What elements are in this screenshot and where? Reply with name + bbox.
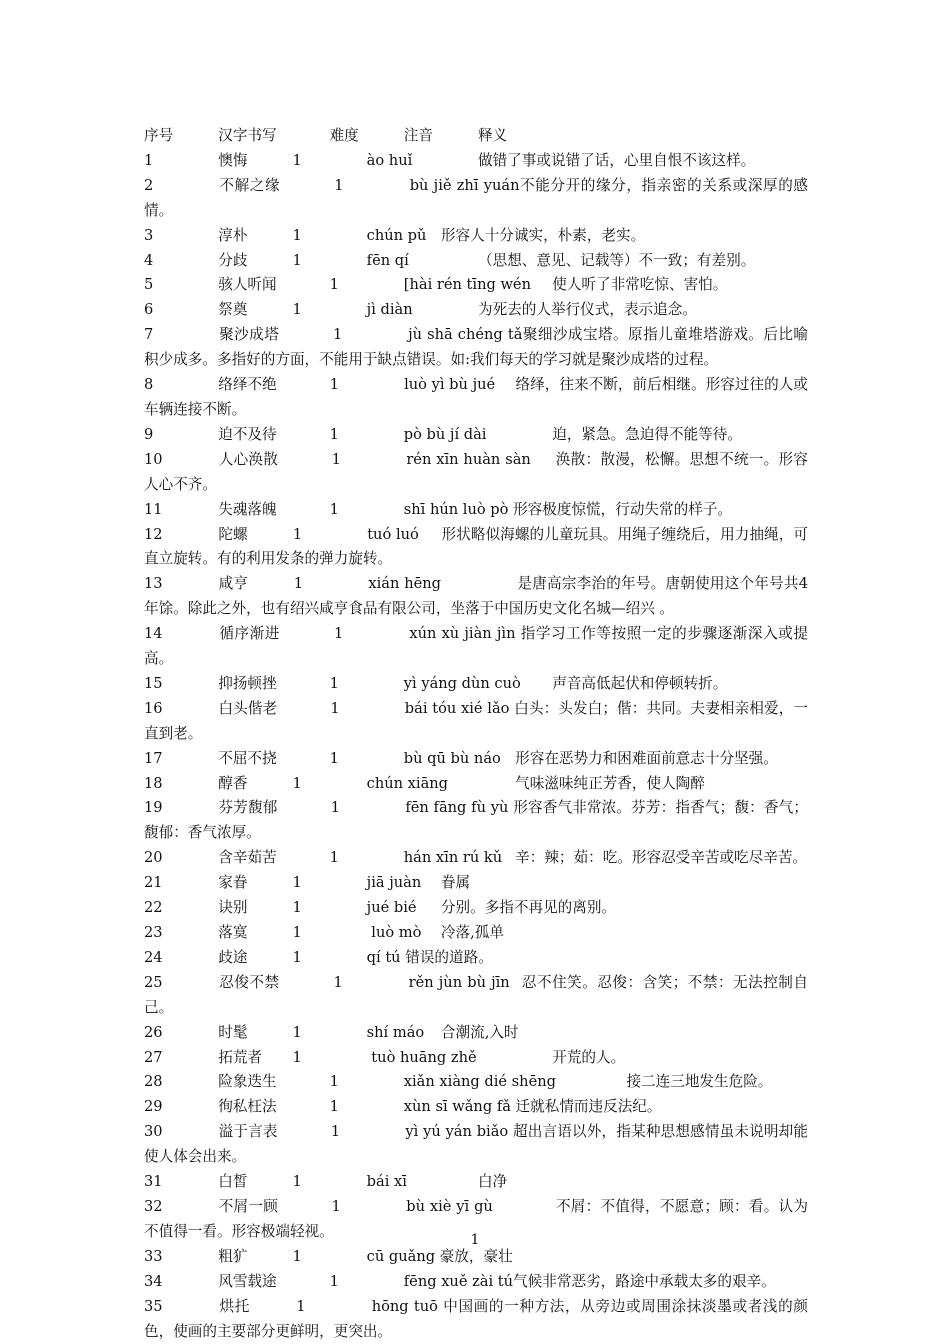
list-item: 31 白皙 1 bái xī 白净 [144, 1173, 508, 1191]
list-item: 18 醇香 1 chún xiāng 气味滋味纯正芳香，使人陶醉 [144, 774, 705, 792]
list-item: 6 祭奠 1 jì diàn 为死去的人举行仪式，表示追念。 [144, 301, 697, 319]
list-item: 25 忍俊不禁 1 rěn jùn bù jīn 忍不住笑。忍俊：含笑；不禁：无法控制自己。 [144, 973, 808, 1016]
list-item: 3 淳朴 1 chún pǔ 形容人十分诚实，朴素，老实。 [144, 226, 646, 244]
list-item: 28 险象迭生 1 xiǎn xiàng dié shēng 接二连三地发生危险。 [144, 1073, 773, 1091]
list-item: 27 拓荒者 1 tuò huāng zhě 开荒的人。 [144, 1048, 626, 1066]
list-item: 1 懊悔 1 ào huǐ 做错了事或说错了话，心里自恨不该这样。 [144, 151, 756, 169]
list-item: 7 聚沙成塔 1 jù shā chéng tǎ聚细沙成宝塔。原指儿童堆塔游戏。后比喻积少成多。多指好的方面，不能用于缺点错误。如:我们每天的学习就是聚沙成塔的过程。 [144, 326, 808, 369]
list-item: 32 不屑一顾 1 bù xiè yī gù 不屑：不值得，不愿意；顾：看。认为不值得一看。形容极端轻视。 [144, 1197, 808, 1240]
list-item: 34 风雪载途 1 fēng xuě zài tú气候非常恶劣，路途中承载太多的艰辛。 [144, 1272, 776, 1290]
list-item: 5 骇人听闻 1 [hài rén tīng wén 使人听了非常吃惊、害怕。 [144, 276, 728, 294]
list-item: 33 粗犷 1 cū guǎng 豪放，豪壮 [144, 1247, 513, 1265]
list-item: 8 络绎不绝 1 luò yì bù jué 络绎，往来不断，前后相继。形容过往的人或车辆连接不断。 [144, 376, 808, 418]
list-item: 4 分歧 1 fēn qí （思想、意见、记载等）不一致；有差别。 [144, 251, 756, 269]
table-header: 序号 汉字书写 难度 注音 释义 [144, 127, 508, 144]
list-item: 24 歧途 1 qí tú 错误的道路。 [144, 948, 493, 966]
list-item: 17 不屈不挠 1 bù qū bù náo 形容在恶势力和困难面前意志十分坚强。 [144, 749, 778, 767]
list-item: 13 咸亨 1 xián hēng 是唐高宗李治的年号。唐朝使用这个年号共4年馀。除此之外，也有绍兴咸亨食品有限公司，坐落于中国历史文化名城—绍兴 。 [144, 575, 808, 618]
list-item: 23 落寞 1 luò mò 冷落,孤单 [144, 924, 504, 941]
list-item: 26 时髦 1 shí máo 合潮流,入时 [144, 1023, 519, 1041]
vocabulary-list [144, 124, 808, 1344]
list-item: 15 抑扬顿挫 1 yì yáng dùn cuò 声音高低起伏和停顿转折。 [144, 674, 728, 692]
list-item: 30 溢于言表 1 yì yú yán biǎo 超出言语以外，指某种思想感情虽未说明却能使人体会出来。 [144, 1123, 808, 1166]
list-item: 2 不解之缘 1 bù jiě zhī yuán不能分开的缘分，指亲密的关系或深厚的感情。 [144, 176, 808, 219]
list-item: 20 含辛茹苦 1 hán xīn rú kǔ 辛：辣；茹：吃。形容忍受辛苦或吃尽辛苦。 [144, 849, 808, 867]
list-item: 10 人心涣散 1 rén xīn huàn sàn 涣散：散漫，松懈。思想不统一。形容人心不齐。 [144, 450, 808, 493]
list-item: 22 诀别 1 jué bié 分别。多指不再见的离别。 [144, 899, 617, 917]
list-item: 11 失魂落魄 1 shī hún luò pò 形容极度惊慌，行动失常的样子。 [144, 500, 732, 518]
list-item: 9 迫不及待 1 pò bù jí dài 迫，紧急。急迫得不能等待。 [144, 425, 742, 443]
list-item: 16 白头偕老 1 bái tóu xié lǎo 白头：头发白；偕：共同。夫妻相亲相爱，一直到老。 [144, 699, 808, 742]
list-item: 12 陀螺 1 tuó luó 形状略似海螺的儿童玩具。用绳子缠绕后，用力抽绳，可直立旋转。有的利用发条的弹力旋转。 [144, 525, 808, 568]
list-item: 19 芬芳馥郁 1 fēn fāng fù yù 形容香气非常浓。芬芳：指香气；馥：香气；馥郁：香气浓厚。 [144, 799, 808, 842]
list-item: 29 徇私枉法 1 xùn sī wǎng fǎ 迁就私情而违反法纪。 [144, 1098, 662, 1116]
list-item: 14 循序渐进 1 xún xù jiàn jìn 指学习工作等按照一定的步骤逐渐深入或提高。 [144, 625, 808, 668]
page-number: 1 [470, 1232, 480, 1248]
list-item: 21 家眷 1 jiā juàn 眷属 [144, 874, 471, 892]
list-item: 35 烘托 1 hōng tuō 中国画的一种方法，从旁边或周围涂抹淡墨或者浅的颜色，使画的主要部分更鲜明，更突出。 [144, 1297, 808, 1340]
